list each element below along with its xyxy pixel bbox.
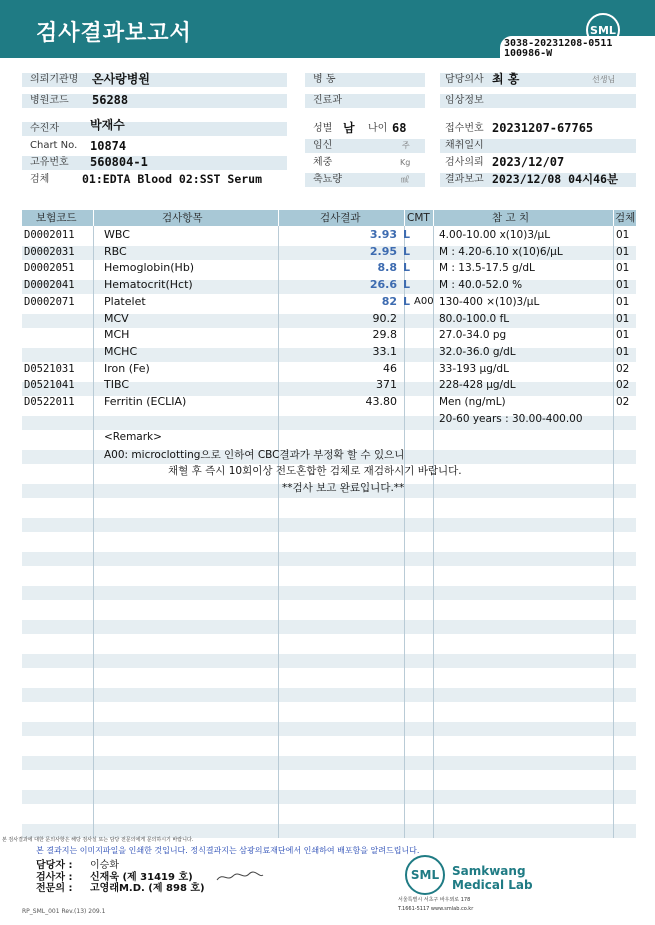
row-item: MCHC: [104, 344, 138, 358]
col-item-header: 검사항목: [162, 212, 203, 224]
report-title: 검사결과보고서: [36, 21, 192, 46]
signature-icon: [215, 868, 265, 886]
patient-value: 박재수: [90, 118, 125, 132]
row-code: D0002031: [24, 245, 75, 258]
company-address: 서울특별시 서초구 바우뫼로 178: [398, 897, 471, 903]
institution-value: 온사랑병원: [92, 72, 150, 86]
footer-note: 본 결과지는 이미지파일을 인쇄한 것입니다. 정식결과지는 삼광의료재단에서 인쇄하여 배포함을 알려드립니다.: [36, 846, 420, 855]
request-value: 2023/12/07: [492, 155, 565, 169]
company-name-2: Medical Lab: [452, 878, 533, 892]
tester-label: 검사자 :: [36, 872, 73, 883]
row-code: D0002011: [24, 229, 75, 241]
dept-label: 진료과: [313, 95, 342, 106]
collection-label: 채취일시: [445, 140, 484, 151]
row-cmt: A00: [414, 295, 434, 307]
row-spec: 02: [616, 362, 630, 375]
rep-label: 담당자 :: [36, 860, 73, 871]
clinical-label: 임상정보: [445, 95, 484, 106]
request-label: 검사의뢰: [445, 157, 484, 168]
row-ref: Men (ng/mL): [439, 396, 506, 408]
row-result: 371: [376, 378, 397, 392]
row-flag: L: [403, 244, 411, 258]
remark-line-3: **검사 보고 완료입니다.**: [282, 482, 405, 494]
specialist-value: 고영래M.D. (제 898 호): [90, 883, 205, 894]
report-value: 2023/12/08 04시46분: [492, 172, 619, 186]
row-result: 2.95: [369, 244, 397, 258]
row-item: Hemoglobin(Hb): [104, 261, 195, 275]
row-spec: 01: [616, 245, 630, 258]
stripe: [22, 518, 636, 532]
band: [22, 122, 287, 136]
weight-unit: Kg: [400, 158, 411, 167]
row-ref: 33-193 μg/dL: [439, 362, 509, 375]
stripe: [22, 586, 636, 600]
row-ref: 4.00-10.00 x(10)3/μL: [439, 229, 551, 241]
doctor-value: 최 홍: [492, 72, 520, 86]
row-item: TIBC: [104, 378, 129, 392]
row-code: D0002041: [24, 279, 75, 292]
row-ref: 228-428 μg/dL: [439, 379, 516, 392]
row-item: WBC: [104, 228, 130, 241]
stripe: [22, 552, 636, 566]
stripe: [22, 688, 636, 702]
report-subcode: 100986-W: [504, 48, 553, 59]
reception-value: 20231207-67765: [492, 121, 594, 135]
col-result-header: 검사결과: [320, 212, 361, 224]
reception-label: 접수번호: [445, 123, 484, 134]
row-item: MCH: [104, 328, 130, 342]
row-spec: 02: [616, 396, 630, 408]
row-flag: L: [403, 294, 411, 308]
rep-value: 이승화: [90, 860, 119, 871]
row-spec: 01: [616, 262, 630, 275]
footer-sml-logo-icon: [405, 855, 445, 895]
row-item: Hematocrit(Hct): [104, 278, 193, 292]
column-divider: [404, 226, 405, 838]
age-label: 나이: [368, 123, 388, 134]
pregnancy-unit: 주: [402, 141, 410, 150]
logo-text: SML: [590, 23, 616, 37]
doctor-label: 담당의사: [445, 74, 484, 85]
row-spec: 01: [616, 279, 630, 292]
specimen-value: 01:EDTA Blood 02:SST Serum: [82, 172, 263, 186]
urine-unit: ㎖: [401, 175, 409, 184]
stripe: [22, 756, 636, 770]
row-result: 43.80: [365, 395, 397, 408]
id-value: 560804-1: [90, 155, 148, 169]
chart-value: 10874: [90, 139, 127, 153]
row-spec: 02: [616, 379, 630, 392]
institution-label: 의뢰기관명: [30, 74, 79, 85]
row-spec: 01: [616, 229, 630, 241]
row-result: 8.8: [377, 261, 397, 275]
row-ref: 80.0-100.0 fL: [439, 312, 510, 325]
row-spec: 01: [616, 295, 630, 308]
footer-small-note: 본 검사결과에 대한 문의사항은 해당 검사실 또는 담당 전문의에게 문의하시기 바랍니다.: [2, 837, 194, 843]
row-flag: L: [403, 261, 411, 275]
row-result: 26.6: [369, 278, 397, 292]
company-phone: T.1661-5117 www.smlab.co.kr: [398, 906, 474, 912]
stripe: [22, 722, 636, 736]
sex-value: 남: [343, 121, 355, 135]
tester-value: 신재욱 (제 31419 호): [90, 872, 193, 883]
specimen-label: 검체: [30, 174, 50, 185]
age-value: 68: [392, 121, 407, 135]
stripe: [22, 654, 636, 668]
row-result: 3.93: [369, 228, 397, 241]
column-divider: [433, 226, 434, 838]
row-ref: M : 40.0-52.0 %: [439, 279, 523, 292]
row-code: D0002071: [24, 295, 75, 308]
row-item: Platelet: [104, 294, 146, 308]
row-code: D0521031: [24, 362, 75, 375]
row-spec: 01: [616, 312, 630, 325]
remark-line-2: 채혈 후 즉시 10회이상 전도혼합한 검체로 재검하시기 바랍니다.: [168, 465, 462, 477]
chart-label: Chart No.: [30, 140, 78, 151]
row-result: 29.8: [372, 328, 397, 342]
column-divider: [278, 226, 279, 838]
stripe: [22, 620, 636, 634]
ward-label: 병 동: [313, 74, 336, 85]
weight-label: 체중: [313, 157, 333, 168]
column-divider: [613, 226, 614, 838]
col-spec-header: 검체: [615, 212, 636, 224]
company-name-1: Samkwang: [452, 864, 526, 878]
row-ref: 20-60 years : 30.00-400.00: [439, 412, 583, 425]
remark-title: <Remark>: [104, 431, 162, 443]
pregnancy-label: 임신: [313, 140, 333, 151]
sex-label: 성별: [313, 123, 333, 134]
footer-logo-text: SML: [410, 868, 440, 882]
patient-label: 수진자: [30, 123, 59, 134]
row-result: 90.2: [372, 311, 397, 325]
revision-text: RP_SML_001 Rev.(13) 209.1: [22, 908, 106, 915]
row-item: Ferritin (ECLIA): [104, 395, 187, 408]
row-flag: L: [403, 278, 411, 292]
row-item: RBC: [104, 244, 127, 258]
row-ref: 32.0-36.0 g/dL: [439, 345, 516, 358]
row-result: 82: [381, 294, 397, 308]
report-label: 결과보고: [445, 174, 484, 185]
row-code: D0521041: [24, 379, 75, 392]
row-ref: M : 13.5-17.5 g/dL: [439, 262, 535, 275]
row-result: 46: [383, 361, 397, 375]
specialist-label: 전문의 :: [36, 883, 73, 894]
remark-line-1: A00: microclotting으로 인하여 CBC결과가 부정확 할 수 있으니: [104, 449, 405, 461]
row-flag: L: [403, 228, 411, 241]
stripe: [22, 790, 636, 804]
row-code: D0002051: [24, 262, 75, 275]
hospital-code-label: 병원코드: [30, 95, 69, 106]
row-ref: 27.0-34.0 pg: [439, 329, 507, 342]
row-ref: 130-400 ×(10)3/μL: [439, 295, 540, 308]
report-code: 3038-20231208-0511: [504, 38, 613, 49]
id-label: 고유번호: [30, 157, 69, 168]
row-result: 33.1: [372, 344, 397, 358]
column-divider: [93, 226, 94, 838]
row-spec: 01: [616, 329, 630, 342]
col-cmt-header: CMT: [407, 212, 430, 224]
row-spec: 01: [616, 345, 630, 358]
row-item: MCV: [104, 311, 129, 325]
hospital-code-value: 56288: [92, 93, 129, 107]
row-code: D0522011: [24, 396, 75, 408]
row-ref: M : 4.20-6.10 x(10)6/μL: [439, 245, 563, 258]
doctor-suffix: 선생님: [592, 75, 616, 84]
urine-label: 축뇨량: [313, 174, 342, 185]
col-ref-header: 참 고 치: [492, 212, 530, 224]
col-code-header: 보험코드: [36, 212, 77, 224]
row-item: Iron (Fe): [104, 361, 150, 375]
